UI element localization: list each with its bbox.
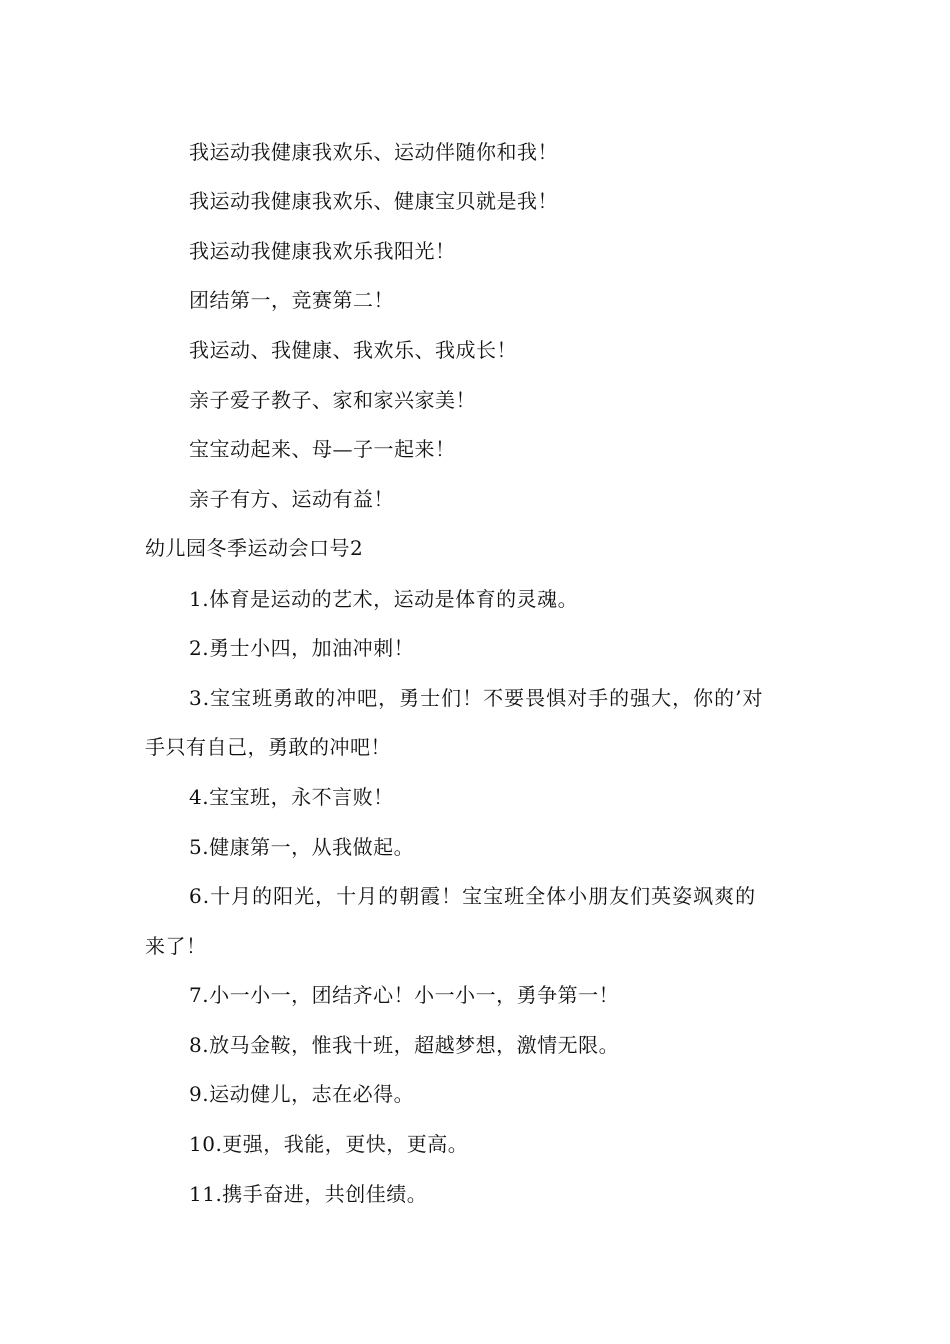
slogan-line: 团结第一，竞赛第二！ [189, 288, 394, 312]
slogan-line: 亲子爱子教子、家和家兴家美！ [189, 388, 476, 412]
numbered-item-6-line-1: 6.十月的阳光，十月的朝霞！宝宝班全体小朋友们英姿飒爽的 [189, 884, 757, 908]
numbered-item-3-line-2: 手只有自己，勇敢的冲吧！ [145, 735, 391, 759]
slogan-line: 我运动我健康我欢乐、运动伴随你和我！ [189, 140, 558, 164]
slogan-line: 宝宝动起来、母—子一起来！ [189, 437, 456, 461]
slogan-line: 我运动我健康我欢乐、健康宝贝就是我！ [189, 189, 558, 213]
numbered-item-11: 11.携手奋进，共创佳绩。 [189, 1182, 428, 1206]
slogan-line: 我运动、我健康、我欢乐、我成长！ [189, 338, 517, 362]
numbered-item-6-line-2: 来了！ [145, 934, 207, 958]
numbered-item-9: 9.运动健儿，志在必得。 [189, 1082, 415, 1106]
numbered-item-7: 7.小一小一，团结齐心！小一小一，勇争第一！ [189, 983, 620, 1007]
numbered-item-3-line-1: 3.宝宝班勇敢的冲吧，勇士们！不要畏惧对手的强大，你的’对 [189, 686, 764, 710]
section-heading: 幼儿园冬季运动会口号2 [145, 536, 364, 560]
slogan-line: 亲子有方、运动有益！ [189, 487, 394, 511]
slogan-line: 我运动我健康我欢乐我阳光！ [189, 239, 456, 263]
numbered-item-8: 8.放马金鞍，惟我十班，超越梦想，激情无限。 [189, 1033, 620, 1057]
numbered-item-4: 4.宝宝班，永不言败！ [189, 785, 394, 809]
numbered-item-1: 1.体育是运动的艺术，运动是体育的灵魂。 [189, 587, 579, 611]
numbered-item-5: 5.健康第一，从我做起。 [189, 835, 415, 859]
numbered-item-10: 10.更强，我能，更快，更高。 [189, 1132, 469, 1156]
numbered-item-2: 2.勇士小四，加油冲刺！ [189, 636, 415, 660]
